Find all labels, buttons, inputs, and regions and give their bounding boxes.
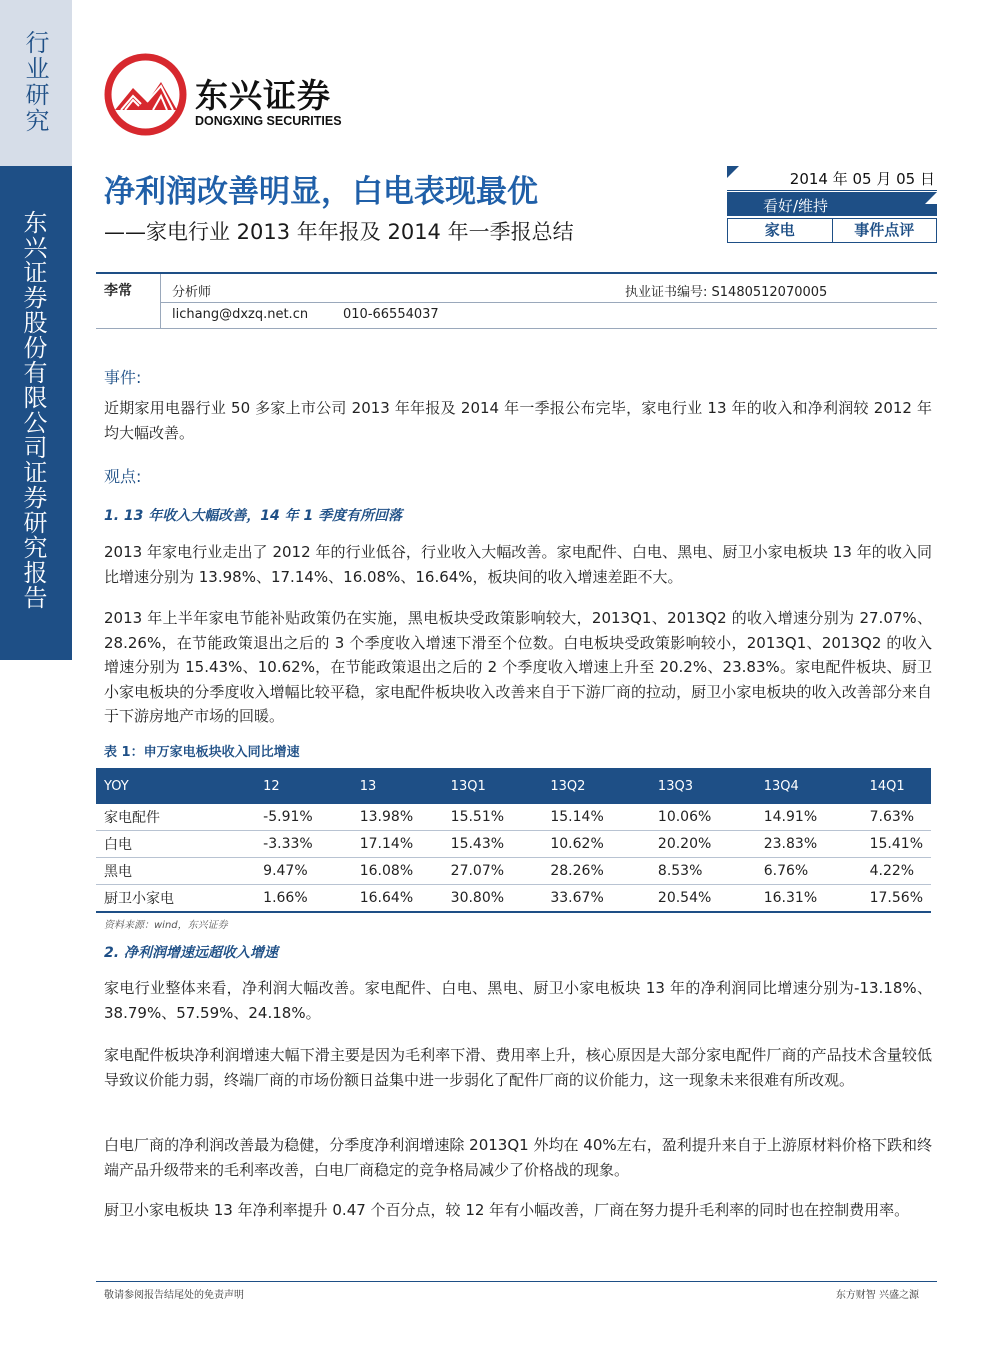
table-source: 资料来源：wind，东兴证券 — [104, 920, 228, 931]
table-header-cell: 13Q1 — [443, 768, 543, 804]
sidebar-company — [0, 166, 72, 660]
divider — [96, 1281, 937, 1282]
industry-tag: 家电 — [764, 221, 795, 239]
analyst-role: 分析师 — [172, 285, 212, 300]
footer-slogan: 东方财智 兴盛之源 — [835, 1290, 919, 1301]
section1-paragraph-1: 2013 年家电行业走出了 2012 年的行业低谷，行业收入大幅改善。家电配件、白电、黑电、厨卫小家电板块 13 年的收入同比增速分别为 13.98%、17.14%、16.08%、16.64%，板块间的收入增速差距不大。 — [104, 543, 932, 586]
table-cell: 16.64% — [352, 885, 443, 913]
corner-triangle-icon — [727, 166, 739, 178]
table-cell: 17.14% — [352, 831, 443, 858]
table-row — [96, 804, 931, 831]
report-date: 2014 年 05 月 05 日 — [789, 170, 935, 188]
dongxing-logo-icon — [103, 52, 188, 137]
cert-number: S1480512070005 — [711, 285, 828, 300]
table-cell: 4.22% — [862, 858, 931, 885]
table-cell: 黑电 — [96, 858, 255, 885]
report-title: 净利润改善明显，白电表现最优 — [104, 174, 538, 210]
rating-bar — [727, 192, 937, 216]
table-cell: 28.26% — [542, 858, 650, 885]
table-caption: 表 1：申万家电板块收入同比增速 — [104, 745, 300, 760]
section2-paragraph-2: 家电配件板块净利润增速大幅下滑主要是因为毛利率下滑、费用率上升，核心原因是大部分家电配件厂商的产品技术含量较低导致议价能力弱，终端厂商的市场份额日益集中进一步弱化了配件厂商的议价能力，这一现象未来很难有所改观。 — [104, 1046, 932, 1089]
analyst-phone: 010-66554037 — [343, 307, 439, 322]
table-cell: 17.56% — [862, 885, 931, 913]
sidebar-category-label: 行业研究 — [21, 30, 49, 134]
table-header-cell: YOY — [96, 768, 255, 804]
event-heading: 事件: — [104, 368, 142, 387]
table-cell: 30.80% — [443, 885, 543, 913]
report-info-box — [727, 166, 937, 244]
table-header-cell: 13Q2 — [542, 768, 650, 804]
brand-name-cn: 东兴证券 — [195, 76, 331, 115]
section2-paragraph-4: 厨卫小家电板块 13 年净利率提升 0.47 个百分点，较 12 年有小幅改善，厂商在努力提升毛利率的同时也在控制费用率。 — [104, 1201, 910, 1219]
table-header-cell: 12 — [255, 768, 352, 804]
table-cell: 15.14% — [542, 804, 650, 831]
section2-paragraph-1: 家电行业整体来看，净利润大幅改善。家电配件、白电、黑电、厨卫小家电板块 13 年的净利润同比增速分别为-13.18%、38.79%、57.59%、24.18%。 — [104, 979, 932, 1022]
table-cell: 白电 — [96, 831, 255, 858]
revenue-growth-table — [96, 768, 931, 913]
divider — [96, 328, 937, 329]
table-row — [96, 831, 931, 858]
table-cell: 27.07% — [443, 858, 543, 885]
table-row — [96, 885, 931, 913]
table-cell: 9.47% — [255, 858, 352, 885]
table-cell: 20.20% — [650, 831, 756, 858]
table-cell: 15.41% — [862, 831, 931, 858]
table-header-cell: 13Q4 — [756, 768, 862, 804]
table-header-cell: 13 — [352, 768, 443, 804]
event-paragraph: 近期家用电器行业 50 多家上市公司 2013 年年报及 2014 年一季报公布完毕，家电行业 13 年的收入和净利润较 2012 年均大幅改善。 — [104, 399, 932, 442]
table-header-row — [96, 768, 931, 804]
table-cell: 15.43% — [443, 831, 543, 858]
table-cell: 15.51% — [443, 804, 543, 831]
divider — [727, 190, 937, 191]
table-cell: 16.31% — [756, 885, 862, 913]
table-cell: 20.54% — [650, 885, 756, 913]
table-cell: -3.33% — [255, 831, 352, 858]
table-cell: 家电配件 — [96, 804, 255, 831]
analyst-email: lichang@dxzq.net.cn — [172, 307, 309, 322]
table-cell: 厨卫小家电 — [96, 885, 255, 913]
section1-title: 1. 13 年收入大幅改善，14 年 1 季度有所回落 — [104, 508, 403, 524]
brand-name-en: DONGXING SECURITIES — [195, 114, 342, 128]
table-cell: 6.76% — [756, 858, 862, 885]
table-cell: 7.63% — [862, 804, 931, 831]
table-cell: -5.91% — [255, 804, 352, 831]
table-cell: 13.98% — [352, 804, 443, 831]
type-tag: 事件点评 — [832, 219, 937, 242]
view-heading: 观点: — [104, 467, 142, 486]
table-header-cell: 14Q1 — [862, 768, 931, 804]
rating-label: 看好/维持 — [763, 197, 829, 215]
rating-corner-icon — [925, 192, 937, 204]
table-cell: 10.62% — [542, 831, 650, 858]
table-header-cell: 13Q3 — [650, 768, 756, 804]
section2-title: 2. 净利润增速远超收入增速 — [104, 945, 278, 961]
sidebar-category — [0, 0, 72, 166]
table-cell: 33.67% — [542, 885, 650, 913]
analyst-name: 李常 — [104, 283, 132, 299]
divider — [160, 274, 161, 328]
table-cell: 10.06% — [650, 804, 756, 831]
sidebar-company-label: 东兴证券股份有限公司证券研究报告 — [19, 210, 47, 610]
table-cell: 16.08% — [352, 858, 443, 885]
section2-paragraph-3: 白电厂商的净利润改善最为稳健，分季度净利润增速除 2013Q1 外均在 40%左右，盈利提升来自于上游原材料价格下跌和终端产品升级带来的毛利率改善，白电厂商稳定的竞争格局减少了价格战的现象。 — [104, 1136, 932, 1179]
section1-paragraph-2: 2013 年上半年家电节能补贴政策仍在实施，黑电板块受政策影响较大，2013Q1、2013Q2 的收入增速分别为 27.07%、28.26%，在节能政策退出之后的 3 个季度收入增速下滑至个位数。白电板块受政策影响较小，2013Q1、2013Q2 的收入增速分别为 15.43%、10.62%，在节能政策退出之后的 2 个季度收入增速上升至 20.2%、23.83%。家电配件板块、厨卫小家电板块的分季度收入增幅比较平稳，家电配件板块收入改善来自于下游厂商的拉动，厨卫小家电板块的收入改善部分来自于下游房地产市场的回暖。 — [104, 609, 932, 725]
footer-disclaimer: 敬请参阅报告结尾处的免责声明 — [104, 1290, 244, 1301]
table-cell: 14.91% — [756, 804, 862, 831]
table-row — [96, 858, 931, 885]
table-cell: 1.66% — [255, 885, 352, 913]
analyst-cert — [625, 281, 827, 300]
table-cell: 23.83% — [756, 831, 862, 858]
table-cell: 8.53% — [650, 858, 756, 885]
report-tags — [727, 218, 937, 243]
report-subtitle: ——家电行业 2013 年年报及 2014 年一季报总结 — [104, 220, 574, 244]
cert-label: 执业证书编号: — [625, 285, 708, 300]
divider — [96, 272, 937, 274]
divider — [160, 302, 937, 303]
